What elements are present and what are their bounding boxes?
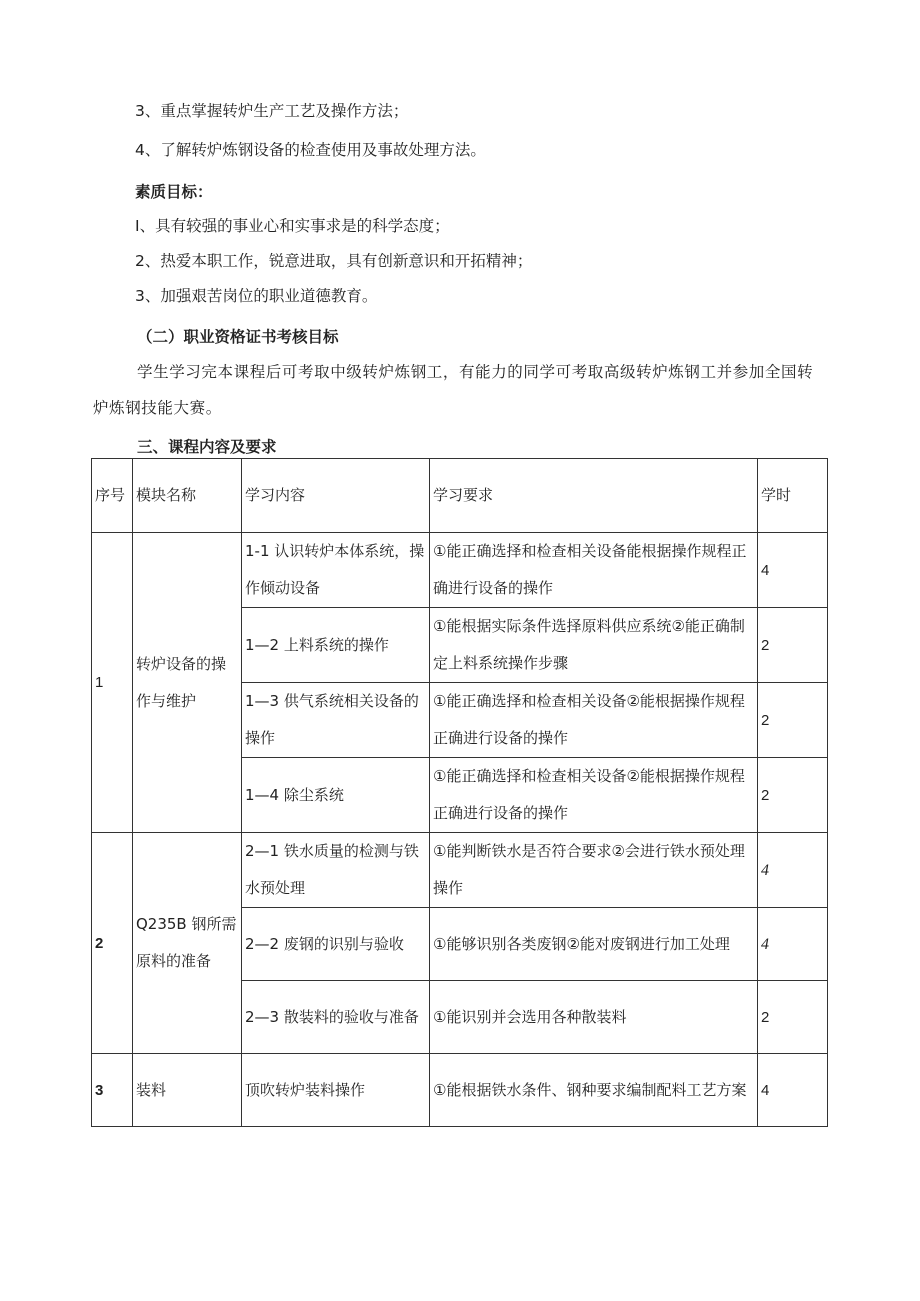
learning-content: 1—2 上料系统的操作 — [242, 608, 430, 683]
hours: 2 — [758, 683, 828, 758]
hours: 4 — [758, 833, 828, 908]
cert-paragraph: 学生学习完本课程后可考取中级转炉炼钢工，有能力的同学可考取高级转炉炼钢工并参加全国转炉炼钢技能大赛。 — [93, 363, 814, 417]
table-header-row — [92, 459, 828, 533]
quality-goal-1: I、具有较强的事业心和实事求是的科学态度； — [135, 217, 450, 235]
learning-requirement: ①能正确选择和检查相关设备②能根据操作规程正确进行设备的操作 — [430, 758, 758, 833]
module-name: 转炉设备的操作与维护 — [133, 533, 242, 833]
learning-requirement: ①能正确选择和检查相关设备能根据操作规程正确进行设备的操作 — [430, 533, 758, 608]
learning-requirement: ①能够识别各类废钢②能对废钢进行加工处理 — [430, 908, 758, 981]
module-seq: 2 — [92, 833, 133, 1054]
learning-content: 1—4 除尘系统 — [242, 758, 430, 833]
learning-content: 1-1 认识转炉本体系统，操作倾动设备 — [242, 533, 430, 608]
learning-content: 2—3 散装料的验收与准备 — [242, 981, 430, 1054]
table-row — [92, 1054, 828, 1127]
header-content: 学习内容 — [242, 459, 430, 533]
header-seq: 序号 — [92, 459, 133, 533]
table-row — [92, 833, 828, 908]
module-seq: 1 — [92, 533, 133, 833]
header-requirement: 学习要求 — [430, 459, 758, 533]
learning-requirement: ①能识别并会选用各种散装料 — [430, 981, 758, 1054]
knowledge-goal-3: 3、重点掌握转炉生产工艺及操作方法； — [135, 102, 409, 120]
hours: 2 — [758, 981, 828, 1054]
table-row — [92, 533, 828, 608]
learning-requirement: ①能判断铁水是否符合要求②会进行铁水预处理操作 — [430, 833, 758, 908]
cert-heading: （二）职业资格证书考核目标 — [137, 328, 339, 346]
hours: 4 — [758, 908, 828, 981]
module-name: Q235B 钢所需原料的准备 — [133, 833, 242, 1054]
module-seq: 3 — [92, 1054, 133, 1127]
learning-requirement: ①能根据实际条件选择原料供应系统②能正确制定上料系统操作步骤 — [430, 608, 758, 683]
learning-requirement: ①能根据铁水条件、钢种要求编制配料工艺方案 — [430, 1054, 758, 1127]
module-name: 装料 — [133, 1054, 242, 1127]
learning-content: 2—2 废钢的识别与验收 — [242, 908, 430, 981]
quality-goal-3: 3、加强艰苦岗位的职业道德教育。 — [135, 287, 378, 305]
hours: 4 — [758, 1054, 828, 1127]
quality-goal-2: 2、热爱本职工作，锐意进取，具有创新意识和开拓精神； — [135, 252, 533, 270]
hours: 2 — [758, 608, 828, 683]
learning-requirement: ①能正确选择和检查相关设备②能根据操作规程正确进行设备的操作 — [430, 683, 758, 758]
content-heading: 三、课程内容及要求 — [137, 438, 277, 456]
hours: 4 — [758, 533, 828, 608]
course-table — [91, 458, 828, 1127]
hours: 2 — [758, 758, 828, 833]
knowledge-goal-4: 4、了解转炉炼钢设备的检查使用及事故处理方法。 — [135, 141, 486, 159]
quality-goals-heading: 素质目标： — [135, 183, 213, 201]
learning-content: 顶吹转炉装料操作 — [242, 1054, 430, 1127]
header-module: 模块名称 — [133, 459, 242, 533]
learning-content: 1—3 供气系统相关设备的操作 — [242, 683, 430, 758]
learning-content: 2—1 铁水质量的检测与铁水预处理 — [242, 833, 430, 908]
header-hours: 学时 — [758, 459, 828, 533]
